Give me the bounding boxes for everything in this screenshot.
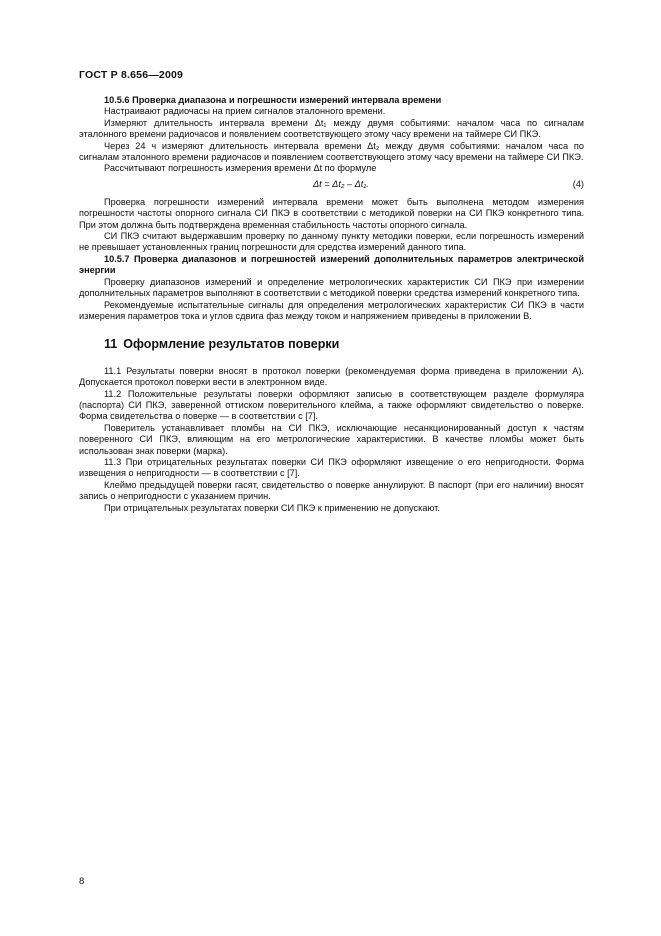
section-11-title: Оформление результатов поверки <box>123 337 340 352</box>
paragraph: 11.3 При отрицательных результатах поверки СИ ПКЭ оформляют извещение о его непригодности. Форма извещения о непригодности — в соответствии с [7]. <box>79 456 584 479</box>
paragraph: Настраивают радиочасы на прием сигналов эталонного времени. <box>104 106 386 117</box>
paragraph: Клеймо предыдущей поверки гасят, свидетельство о поверке аннулируют. В паспорт (при его наличии) вносят запись о непригодности с указанием причин. <box>79 479 584 502</box>
section-10-5-7-heading: 10.5.7 Проверка диапазонов и погрешностей измерений дополнительных параметров электрической энергии <box>79 253 584 276</box>
paragraph: При отрицательных результатах поверки СИ ПКЭ к применению не допускают. <box>104 502 440 513</box>
paragraph: 11.2 Положительные результаты поверки оформляют записью в соответствующем разделе формуляра (паспорта) СИ ПКЭ, заверенной оттиском поверительного клейма, а также оформляют свидетельство о поверке. Форма свидетельства о поверке — в соответствии с [7]. <box>79 388 584 422</box>
section-10-5-6-heading: 10.5.6 Проверка диапазона и погрешности измерений интервала времени <box>104 95 442 105</box>
paragraph: 11.1 Результаты поверки вносят в протокол поверки (рекомендуемая форма приведена в приложении А). Допускается протокол поверки вести в электронном виде. <box>79 365 584 388</box>
section-11-heading <box>104 339 584 350</box>
paragraph: Рассчитывают погрешность измерения времени Δt по формуле <box>104 163 377 174</box>
page-number: 8 <box>79 876 85 887</box>
paragraph: Проверка погрешности измерений интервала времени может быть выполнена методом измерения погрешности частоты опорного сигнала СИ ПКЭ в соответствии с методикой поверки на СИ ПКЭ конкретного типа. При этом должна быть подтверждена временная стабильность частоты опорного сигнала. <box>79 196 584 230</box>
formula-number: (4) <box>572 178 584 189</box>
section-11-number: 11 <box>104 337 118 352</box>
document-body <box>79 95 584 514</box>
paragraph: Рекомендуемые испытательные сигналы для определения метрологических характеристик СИ ПКЭ в части измерения параметров тока и углов сдвига фаз между током и напряжением приведены в приложении В. <box>79 299 584 321</box>
paragraph: Поверитель устанавливает пломбы на СИ ПКЭ, исключающие несанкционированный доступ к частям поверенного СИ ПКЭ, влияющим на его метрологические характеристики. В качестве пломбы может быть использован знак поверки (марка). <box>79 422 584 456</box>
paragraph: СИ ПКЭ считают выдержавшим проверку по данному пункту методики поверки, если погрешность измерений не превышает установленных границ погрешности для средства измерений данного типа. <box>79 231 584 253</box>
paragraph: Через 24 ч измеряют длительность интервала времени Δt₂ между двумя событиями: началом часа по сигналам эталонного времени радиочасов и появлением соответствующего этому часу времени на таймере СИ ПКЭ. <box>79 140 584 163</box>
formula-4 <box>79 176 584 194</box>
paragraph: Проверку диапазонов измерений и определение метрологических характеристик СИ ПКЭ при измерении дополнительных параметров выполняют в соответствии с методикой поверки средства измерений конкретного типа. <box>79 276 584 299</box>
paragraph: Измеряют длительность интервала времени Δt₁ между двумя событиями: началом часа по сигналам эталонного времени радиочасов и появлением соответствующего этому часу времени на таймере СИ ПКЭ. <box>79 117 584 140</box>
formula-expression: Δt = Δt₂ – Δt₁. <box>313 178 369 189</box>
document-header: ГОСТ Р 8.656—2009 <box>79 69 184 81</box>
